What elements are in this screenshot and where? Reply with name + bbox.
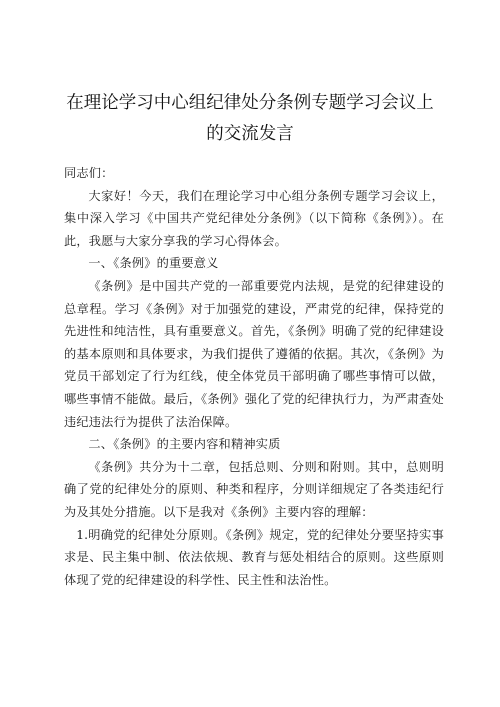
intro-paragraph: 大家好！今天，我们在理论学习中心组分条例专题学习会议上，集中深入学习《中国共产党纪律处分条例》（以下简称《条例》）。在此，我愿与大家分享我的学习心得体会。 bbox=[64, 188, 444, 248]
section-heading-1: 一、《条例》的重要意义 bbox=[88, 256, 219, 271]
section-1-paragraph: 《条例》是中国共产党的一部重要党内法规，是党的纪律建设的总章程。学习《条例》对于加强党的建设，严肃党的纪律，保持党的先进性和纯洁性，具有重要意义。首先，《条例》明确了党的纪律建设的基本原则和具体要求，为我们提供了遵循的依据。其次，《条例》为党员干部划定了行为红线，使全体党员干部明确了哪些事情可以做，哪些事情不能做。最后，《条例》强化了党的纪律执行力，为严肃查处违纪违法行为提供了法治保障。 bbox=[64, 278, 444, 429]
document-body bbox=[64, 162, 444, 591]
document-title: 在理论学习中心组纪律处分条例专题学习会议上的交流发言 bbox=[66, 93, 434, 144]
section-2-paragraph: 《条例》共分为十二章，包括总则、分则和附则。其中，总则明确了党的纪律处分的原则、种类和程序，分则详细规定了各类违纪行为及其处分措施。以下是我对《条例》主要内容的理解： bbox=[64, 459, 444, 519]
salutation: 同志们： bbox=[64, 166, 114, 180]
section-heading-2: 二、《条例》的主要内容和精神实质 bbox=[88, 437, 281, 452]
list-item-1: 1.明确党的纪律处分原则。《条例》规定，党的纪律处分要坚持实事求是、民主集中制、依法依规、教育与惩处相结合的原则。这些原则体现了党的纪律建设的科学性、民主性和法治性。 bbox=[64, 527, 444, 587]
